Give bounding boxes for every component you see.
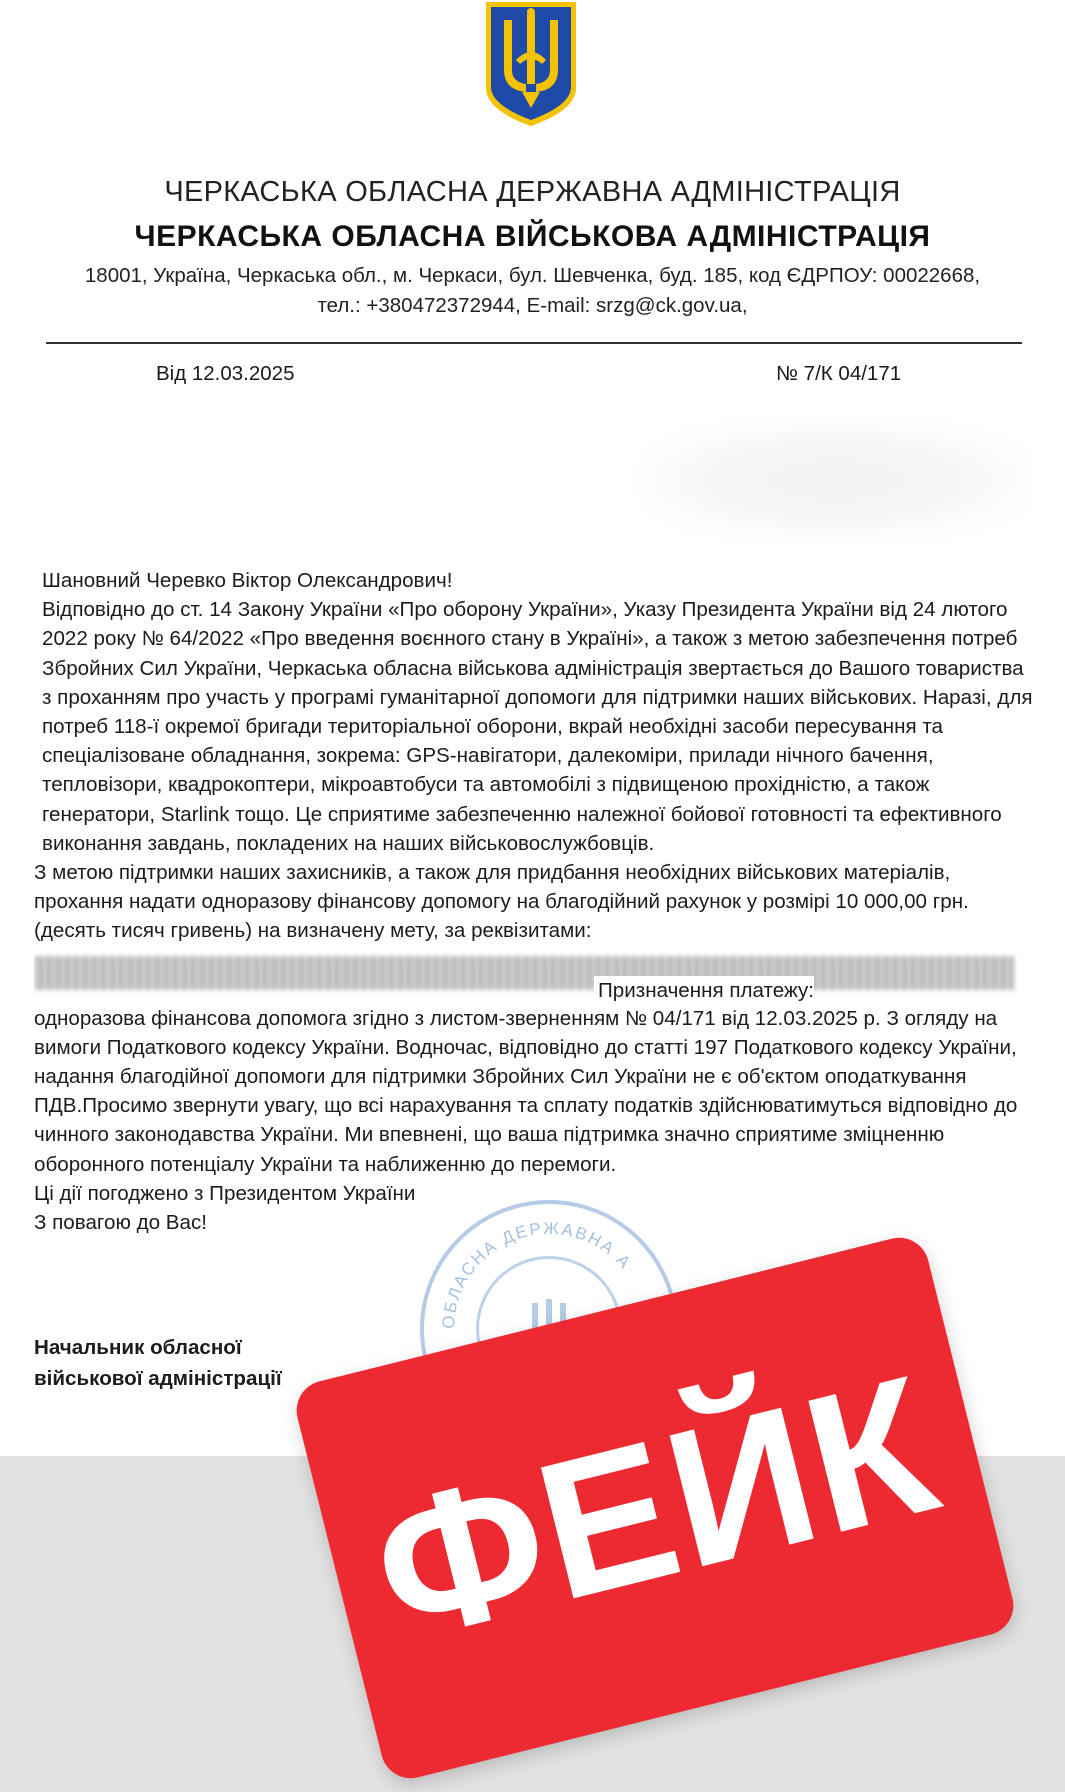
paragraph-1: Відповідно до ст. 14 Закону України «Про оборону України», Указу Президента України від 24 лютого 2022 року № 64/2022 «Про введення воєнного стану в Україні», а також з метою забезпечення потреб Збройних Сил України, Черкаська обласна військова адміністрація звертається до Вашого товариства з проханням про участь у програмі гуманітарної допомоги для підтримки наших військових. Наразі, для потреб 118-ї окремої бригади територіальної оборони, вкрай необхідні засоби пересування та спеціалізоване обладнання, зокрема: GPS-навігатори, далекоміри, прилади нічного бачення, тепловізори, квадрокоптери, мікроавтобуси та автомобілі з підвищеною прохідністю, а також генератори, Starlink тощо. Це сприятиме забезпеченню належної бойової готовності та ефективного виконання завдань, покладених на наших військовослужбовців. xyxy=(42,598,1033,855)
payment-purpose-label: Призначення платежу: xyxy=(594,976,814,1004)
agreed-line: Ці дії погоджено з Президентом України xyxy=(34,1181,416,1205)
greeting: Шановний Черевко Віктор Олександрович! xyxy=(42,569,453,592)
coat-of-arms-icon xyxy=(482,0,580,128)
redacted-requisites xyxy=(34,946,1034,1004)
closing-line: З повагою до Вас! xyxy=(34,1211,208,1235)
header-line2: ЧЕРКАСЬКА ОБЛАСНА ВІЙСЬКОВА АДМІНІСТРАЦІЯ xyxy=(134,220,931,253)
fake-label-text: ФЕЙК xyxy=(353,1333,957,1683)
paragraph-2: З метою підтримки наших захисників, а також для придбання необхідних військових матеріалів, прохання надати одноразову фінансову допомогу на благодійний рахунок у розмірі 10 000,00 грн. (десять тисяч гривень) на визначену мету, за реквізитами: xyxy=(34,861,969,943)
letter-number: № 7/К 04/171 xyxy=(776,362,902,385)
header-divider xyxy=(46,342,1022,344)
svg-text:ОБЛАСНА ДЕРЖАВНА А: ОБЛАСНА ДЕРЖАВНА А xyxy=(438,1218,636,1330)
header-line1: ЧЕРКАСЬКА ОБЛАСНА ДЕРЖАВНА АДМІНІСТРАЦІЯ xyxy=(164,176,901,208)
redaction-smear xyxy=(34,956,1014,990)
letter-date: Від 12.03.2025 xyxy=(156,362,295,385)
signature-line2: військової адміністрації xyxy=(34,1367,282,1390)
address-line: 18001, Україна, Черкаська обл., м. Черкаси, бул. Шевченка, буд. 185, код ЄДРПОУ: 00022668, xyxy=(84,264,981,287)
signature-line1: Начальник обласної xyxy=(34,1336,242,1359)
blurred-recipient-block xyxy=(640,420,1030,540)
signature-block xyxy=(34,1332,282,1394)
letter-body xyxy=(34,566,1034,1237)
paragraph-3: одноразова фінансова допомога згідно з листом-зверненням № 04/171 від 12.03.2025 р. З огляду на вимоги Податкового кодексу України. Водночас, відповідно до статті 197 Податкового кодексу України, надання благодійної допомоги для підтримки Збройних Сил України не є об'єктом оподаткування ПДВ.Просимо звернути увагу, що всі нарахування та сплату податків здійснюватимуться відповідно до чинного законодавства України. Ми впевнені, що ваша підтримка значно сприятиме зміцненню оборонного потенціалу України та наближенню до перемоги. xyxy=(34,1006,1018,1176)
contacts-line: тел.: +380472372944, E-mail: srzg@ck.gov.ua, xyxy=(317,294,748,317)
